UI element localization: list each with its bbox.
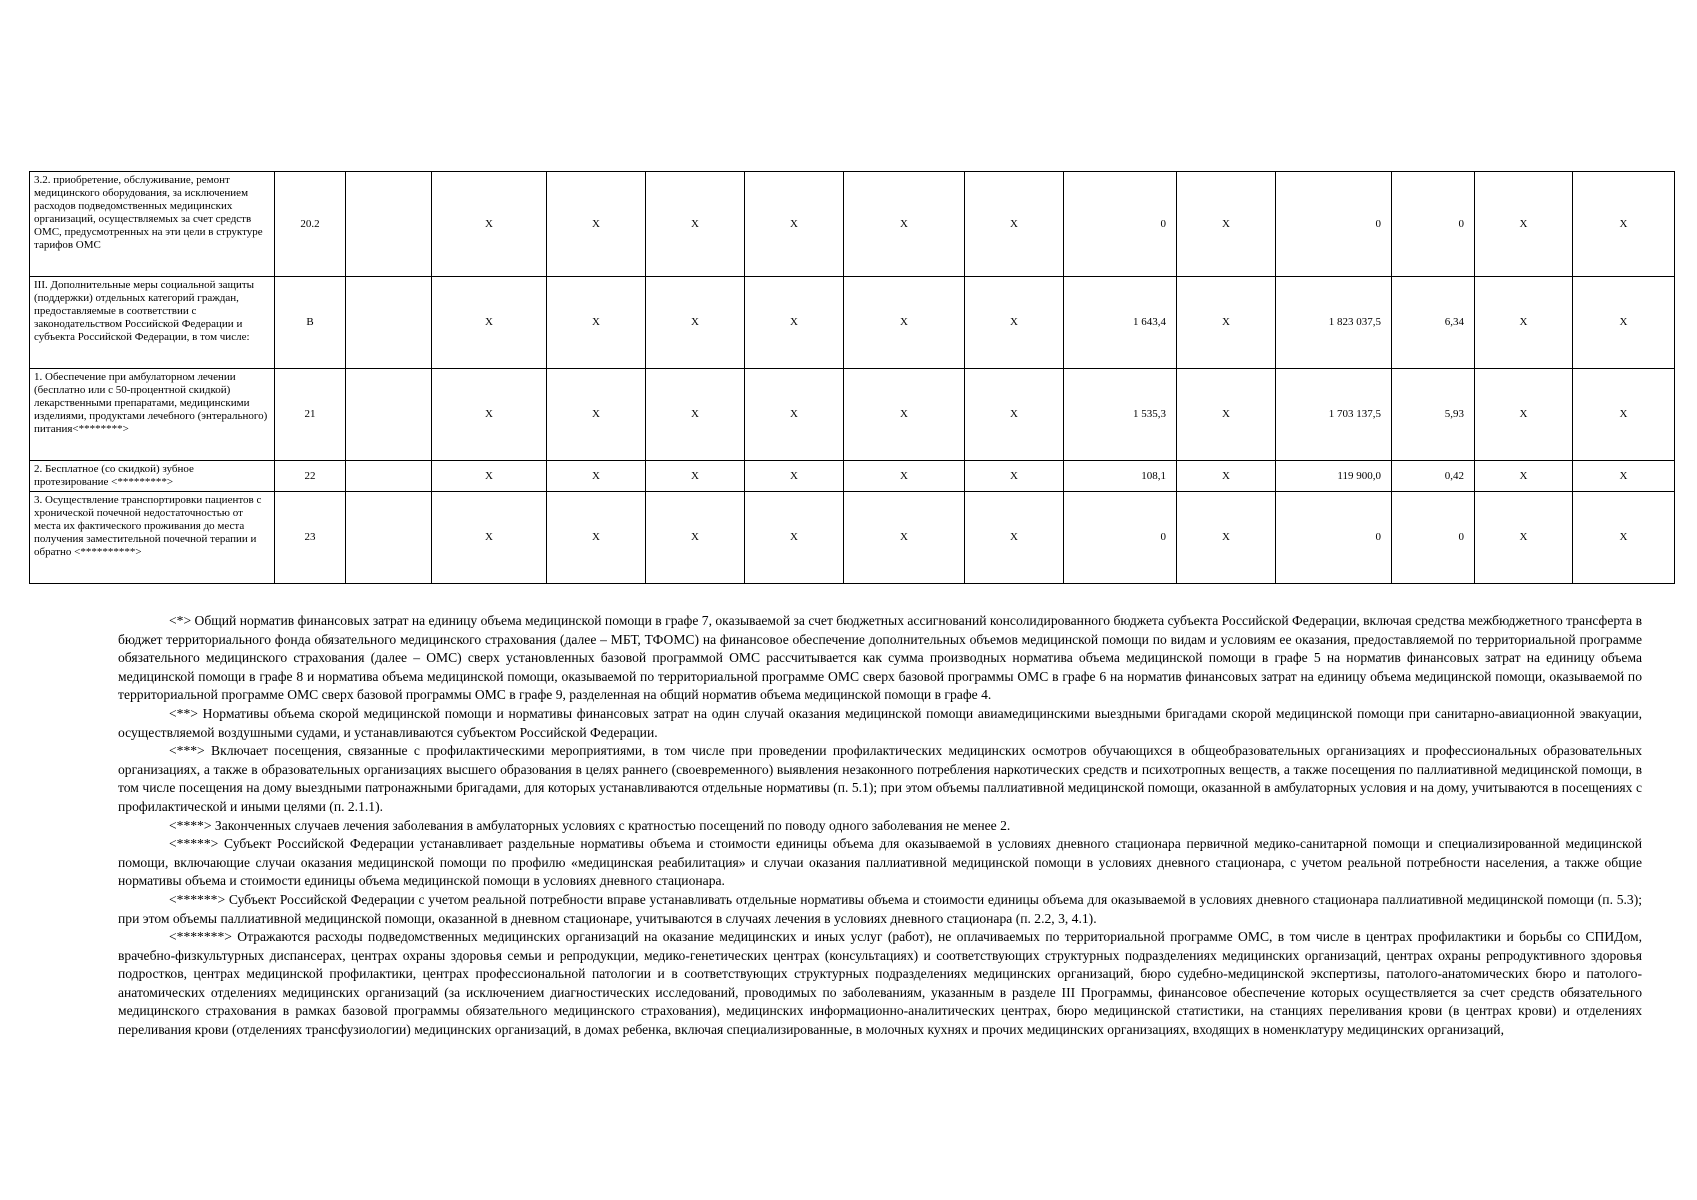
row-name-cell: 1. Обеспечение при амбулаторном лечении (бесплатно или с 50-процентной скидкой) лекарственными препаратами, медицинскими изделиями, продуктами лечебного (энтерального) питания<********> <box>30 369 275 461</box>
financing-table <box>29 171 1675 584</box>
value-cell-c4: X <box>646 172 745 277</box>
value-cell-c7: X <box>965 277 1064 369</box>
value-cell-c2: X <box>432 277 547 369</box>
value-cell-c9: X <box>1177 461 1276 492</box>
value-cell-c9: X <box>1177 277 1276 369</box>
value-cell-c12: X <box>1475 492 1573 584</box>
value-cell-c11: 0 <box>1392 492 1475 584</box>
value-cell-c5: X <box>745 492 844 584</box>
value-cell-c11: 5,93 <box>1392 369 1475 461</box>
value-cell-c3: X <box>547 461 646 492</box>
value-cell-c10: 0 <box>1276 172 1392 277</box>
value-cell-c9: X <box>1177 369 1276 461</box>
value-cell-c6: X <box>844 461 965 492</box>
value-cell-c3: X <box>547 369 646 461</box>
footnote-3: <***> Включает посещения, связанные с профилактическими мероприятиями, в том числе при проведении профилактических медицинских осмотров обучающихся в общеобразовательных организациях и профессиональных образовательных организациях, а также в образовательных организациях высшего образования в целях раннего (своевременного) выявления незаконного потребления наркотических средств и психотропных веществ, а также посещения по паллиативной медицинской помощи, в том числе посещения на дому выездными патронажными бригадами, для которых устанавливаются отдельные нормативы (п. 5.1); при этом объемы паллиативной медицинской помощи, оказанной в амбулаторных условия и на дому, учитываются в посещениях с профилактической и иными целями (п. 2.1.1). <box>118 743 1642 814</box>
value-cell-c6: X <box>844 172 965 277</box>
value-cell-c11: 6,34 <box>1392 277 1475 369</box>
value-cell-c1 <box>346 369 432 461</box>
row-code-cell: 22 <box>275 461 346 492</box>
value-cell-c13: X <box>1573 369 1675 461</box>
value-cell-c12: X <box>1475 277 1573 369</box>
value-cell-c13: X <box>1573 277 1675 369</box>
value-cell-c5: X <box>745 369 844 461</box>
table-row <box>30 172 1675 277</box>
value-cell-c13: X <box>1573 461 1675 492</box>
table-row <box>30 461 1675 492</box>
value-cell-c5: X <box>745 172 844 277</box>
value-cell-c4: X <box>646 369 745 461</box>
value-cell-c1 <box>346 461 432 492</box>
value-cell-c13: X <box>1573 172 1675 277</box>
row-code-cell: 21 <box>275 369 346 461</box>
table-row <box>30 277 1675 369</box>
value-cell-c4: X <box>646 492 745 584</box>
footnotes <box>118 612 1642 1040</box>
row-code-cell: 23 <box>275 492 346 584</box>
value-cell-c12: X <box>1475 461 1573 492</box>
value-cell-c1 <box>346 172 432 277</box>
value-cell-c1 <box>346 277 432 369</box>
value-cell-c9: X <box>1177 172 1276 277</box>
value-cell-c6: X <box>844 492 965 584</box>
footnote-5: <*****> Субъект Российской Федерации устанавливает раздельные нормативы объема и стоимости единицы объема для оказываемой в условиях дневного стационара первичной медико-санитарной помощи и специализированной медицинской помощи, включающие случаи оказания медицинской помощи по профилю «медицинская реабилитация» и случаи оказания паллиативной медицинской помощи в условиях дневного стационара, с учетом реальной потребности населения, а также общие нормативы объема и стоимости единицы объема медицинской помощи в условиях дневного стационара. <box>118 836 1642 889</box>
value-cell-c2: X <box>432 369 547 461</box>
row-name-cell: 2. Бесплатное (со скидкой) зубное протезирование <*********> <box>30 461 275 492</box>
value-cell-c7: X <box>965 492 1064 584</box>
row-name-cell: 3. Осуществление транспортировки пациентов с хронической почечной недостаточностью от места их фактического проживания до места получения заместительной почечной терапии и обратно <**********> <box>30 492 275 584</box>
value-cell-c7: X <box>965 461 1064 492</box>
value-cell-c10: 1 703 137,5 <box>1276 369 1392 461</box>
value-cell-c10: 0 <box>1276 492 1392 584</box>
value-cell-c11: 0 <box>1392 172 1475 277</box>
value-cell-c8: 0 <box>1064 492 1177 584</box>
value-cell-c2: X <box>432 172 547 277</box>
table-row <box>30 492 1675 584</box>
value-cell-c7: X <box>965 369 1064 461</box>
footnote-1: <*> Общий норматив финансовых затрат на единицу объема медицинской помощи в графе 7, оказываемой за счет бюджетных ассигнований консолидированного бюджета субъекта Российской Федерации, включая средства межбюджетного трансферта в бюджет территориального фонда обязательного медицинского страхования (далее – МБТ, ТФОМС) на финансовое обеспечение дополнительных объемов медицинской помощи по видам и условиям ее оказания, предоставляемой по территориальной программе обязательного медицинского страхования (далее – ОМС) сверх установленных базовой программой ОМС рассчитывается как сумма производных норматива объема медицинской помощи в графе 5 на норматив финансовых затрат на единицу объема медицинской помощи в графе 8 и норматива объема медицинской помощи, оказываемой по территориальной программе ОМС сверх базовой программы ОМС в графе 6 на норматив финансовых затрат на единицу объема медицинской помощи, оказываемой по территориальной программе ОМС сверх базовой программы ОМС в графе 9, разделенная на общий норматив объема медицинской помощи в графе 4. <box>118 613 1642 703</box>
value-cell-c8: 1 535,3 <box>1064 369 1177 461</box>
row-code-cell: В <box>275 277 346 369</box>
row-name-cell: III. Дополнительные меры социальной защиты (поддержки) отдельных категорий граждан, предоставляемые в соответствии с законодательством Российской Федерации и субъекта Российской Федерации, в том числе: <box>30 277 275 369</box>
value-cell-c2: X <box>432 492 547 584</box>
footnote-4: <****> Законченных случаев лечения заболевания в амбулаторных условиях с кратностью посещений по поводу одного заболевания не менее 2. <box>169 817 1011 833</box>
value-cell-c12: X <box>1475 369 1573 461</box>
value-cell-c7: X <box>965 172 1064 277</box>
value-cell-c3: X <box>547 492 646 584</box>
value-cell-c13: X <box>1573 492 1675 584</box>
value-cell-c8: 0 <box>1064 172 1177 277</box>
value-cell-c6: X <box>844 277 965 369</box>
value-cell-c12: X <box>1475 172 1573 277</box>
value-cell-c4: X <box>646 277 745 369</box>
table-row <box>30 369 1675 461</box>
value-cell-c10: 1 823 037,5 <box>1276 277 1392 369</box>
footnote-6: <******> Субъект Российской Федерации с учетом реальной потребности вправе устанавливать отдельные нормативы объема и стоимости единицы объема для оказываемой в условиях дневного стационара паллиативной медицинской помощи (п. 5.3); при этом объемы паллиативной медицинской помощи, оказанной в дневном стационаре, учитываются в случаях лечения в условиях дневного стационара (п. 2.2, 3, 4.1). <box>118 891 1642 926</box>
value-cell-c6: X <box>844 369 965 461</box>
value-cell-c1 <box>346 492 432 584</box>
footnote-7: <*******> Отражаются расходы подведомственных медицинских организаций на оказание медицинских и иных услуг (работ), не оплачиваемых по территориальной программе ОМС, в том числе в центрах профилактики и борьбы со СПИДом, врачебно-физкультурных диспансерах, центрах охраны здоровья семьи и репродукции, медико-генетических центрах (консультациях) и соответствующих структурных подразделениях медицинских организаций, центрах охраны репродуктивного здоровья подростков, центрах медицинской профилактики, центрах профессиональной патологии и в соответствующих структурных подразделениях медицинских организаций, бюро судебно-медицинской экспертизы, патолого-анатомических бюро и патолого-анатомических отделениях медицинских организаций (за исключением диагностических исследований, проводимых по заболеваниям, указанным в разделе III Программы, финансовое обеспечение которых осуществляется за счет средств обязательного медицинского страхования в рамках базовой программы обязательного медицинского страхования), медицинских информационно-аналитических центрах, бюро медицинской статистики, на станциях переливания крови (в центрах крови) и отделениях переливания крови (отделениях трансфузиологии) медицинских организаций, в домах ребенка, включая специализированные, в молочных кухнях и прочих медицинских организациях, входящих в номенклатуру медицинских организаций, <box>118 929 1642 1038</box>
value-cell-c2: X <box>432 461 547 492</box>
row-name-cell: 3.2. приобретение, обслуживание, ремонт медицинского оборудования, за исключением расходов подведомственных медицинских организаций, осуществляемых за счет средств ОМС, предусмотренных на эти цели в структуре тарифов ОМС <box>30 172 275 277</box>
value-cell-c5: X <box>745 277 844 369</box>
value-cell-c8: 1 643,4 <box>1064 277 1177 369</box>
value-cell-c10: 119 900,0 <box>1276 461 1392 492</box>
value-cell-c9: X <box>1177 492 1276 584</box>
value-cell-c8: 108,1 <box>1064 461 1177 492</box>
row-code-cell: 20.2 <box>275 172 346 277</box>
value-cell-c3: X <box>547 277 646 369</box>
footnote-2: <**> Нормативы объема скорой медицинской помощи и нормативы финансовых затрат на один случай оказания медицинской помощи авиамедицинскими выездными бригадами скорой медицинской помощи при санитарно-авиационной эвакуации, осуществляемой воздушными судами, и устанавливаются субъектом Российской Федерации. <box>118 705 1642 740</box>
value-cell-c4: X <box>646 461 745 492</box>
value-cell-c11: 0,42 <box>1392 461 1475 492</box>
value-cell-c3: X <box>547 172 646 277</box>
value-cell-c5: X <box>745 461 844 492</box>
